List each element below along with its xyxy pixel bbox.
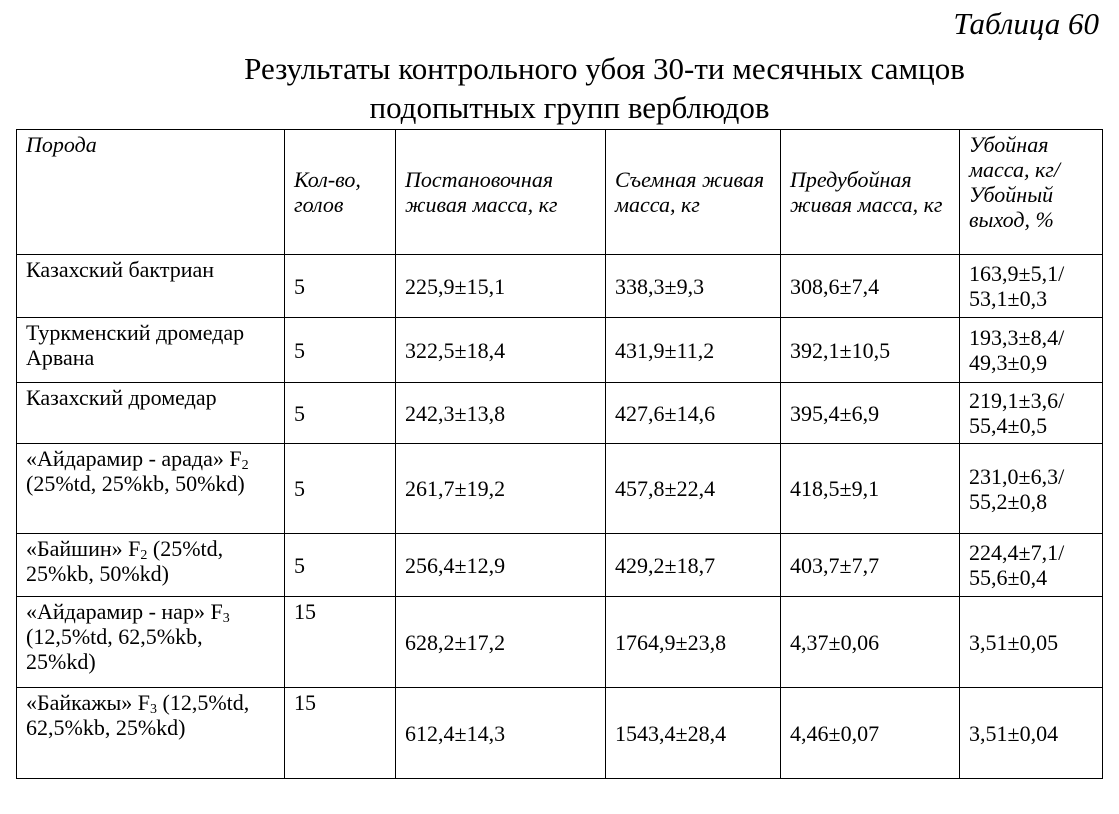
breed-cell	[17, 688, 285, 779]
preslaughter-mass-cell: 4,46±0,07	[781, 688, 960, 779]
table-row	[17, 688, 1103, 779]
start-mass-cell: 225,9±15,1	[396, 255, 606, 318]
table-row	[17, 534, 1103, 597]
breed-cell	[17, 383, 285, 444]
table-number: Таблица 60	[953, 6, 1099, 41]
breed-name: Туркменский дромедар Арвана	[26, 320, 245, 370]
slaughter-cell: 193,3±8,4/ 49,3±0,9	[960, 318, 1103, 383]
breed-cell	[17, 255, 285, 318]
slaughter-cell: 3,51±0,05	[960, 597, 1103, 688]
header-start-mass: Постановочная живая масса, кг	[396, 130, 606, 255]
breed-name: «Айдарамир - арада» F	[26, 446, 242, 471]
start-mass-cell: 261,7±19,2	[396, 444, 606, 534]
count-cell: 5	[285, 383, 396, 444]
header-slaughter-mass-yield: Убойная масса, кг/ Убойный выход, %	[960, 130, 1103, 255]
title-line-1: Результаты контрольного убоя 30-ти месячных самцов	[244, 51, 965, 86]
header-preslaughter-mass: Предубойная живая масса, кг	[781, 130, 960, 255]
breed-composition: (25%td, 25%kb, 50%kd)	[26, 536, 224, 586]
removal-mass-cell: 338,3±9,3	[606, 255, 781, 318]
breed-name: «Байшин» F	[26, 536, 141, 561]
table-row	[17, 383, 1103, 444]
start-mass-cell: 256,4±12,9	[396, 534, 606, 597]
generation-subscript: 2	[241, 458, 249, 473]
slaughter-cell: 219,1±3,6/ 55,4±0,5	[960, 383, 1103, 444]
preslaughter-mass-cell: 392,1±10,5	[781, 318, 960, 383]
removal-mass-cell: 1543,4±28,4	[606, 688, 781, 779]
count-cell: 5	[285, 534, 396, 597]
header-breed: Порода	[17, 130, 285, 255]
breed-cell	[17, 444, 285, 534]
results-table	[16, 129, 1103, 779]
start-mass-cell: 628,2±17,2	[396, 597, 606, 688]
breed-cell	[17, 318, 285, 383]
count-cell: 5	[285, 255, 396, 318]
slaughter-cell: 3,51±0,04	[960, 688, 1103, 779]
start-mass-cell: 612,4±14,3	[396, 688, 606, 779]
breed-cell	[17, 534, 285, 597]
breed-name: «Байкажы» F	[26, 690, 151, 715]
breed-composition: (12,5%td, 62,5%kb, 25%kd)	[26, 690, 250, 740]
removal-mass-cell: 1764,9±23,8	[606, 597, 781, 688]
breed-cell	[17, 597, 285, 688]
removal-mass-cell: 429,2±18,7	[606, 534, 781, 597]
count-cell: 5	[285, 444, 396, 534]
preslaughter-mass-cell: 395,4±6,9	[781, 383, 960, 444]
document-title	[0, 49, 1119, 128]
table-row	[17, 444, 1103, 534]
generation-subscript: 3	[150, 702, 158, 717]
count-cell: 5	[285, 318, 396, 383]
header-row	[17, 130, 1103, 255]
count-cell: 15	[285, 688, 396, 779]
removal-mass-cell: 457,8±22,4	[606, 444, 781, 534]
preslaughter-mass-cell: 4,37±0,06	[781, 597, 960, 688]
start-mass-cell: 242,3±13,8	[396, 383, 606, 444]
breed-composition: (12,5%td, 62,5%kb, 25%kd)	[26, 624, 203, 674]
slaughter-cell: 224,4±7,1/ 55,6±0,4	[960, 534, 1103, 597]
table-row	[17, 318, 1103, 383]
generation-subscript: 3	[222, 611, 230, 626]
preslaughter-mass-cell: 418,5±9,1	[781, 444, 960, 534]
breed-composition: (25%td, 25%kb, 50%kd)	[26, 471, 245, 496]
slaughter-cell: 231,0±6,3/ 55,2±0,8	[960, 444, 1103, 534]
generation-subscript: 2	[140, 548, 148, 563]
preslaughter-mass-cell: 403,7±7,7	[781, 534, 960, 597]
breed-name: «Айдарамир - нар» F	[26, 599, 223, 624]
count-cell: 15	[285, 597, 396, 688]
breed-name: Казахский дромедар	[26, 385, 217, 410]
breed-name: Казахский бактриан	[26, 257, 215, 282]
start-mass-cell: 322,5±18,4	[396, 318, 606, 383]
title-line-2: подопытных групп верблюдов	[369, 90, 770, 125]
table-row	[17, 255, 1103, 318]
header-removal-mass: Съемная живая масса, кг	[606, 130, 781, 255]
slaughter-cell: 163,9±5,1/ 53,1±0,3	[960, 255, 1103, 318]
removal-mass-cell: 427,6±14,6	[606, 383, 781, 444]
preslaughter-mass-cell: 308,6±7,4	[781, 255, 960, 318]
header-count: Кол-во, голов	[285, 130, 396, 255]
removal-mass-cell: 431,9±11,2	[606, 318, 781, 383]
table-row	[17, 597, 1103, 688]
